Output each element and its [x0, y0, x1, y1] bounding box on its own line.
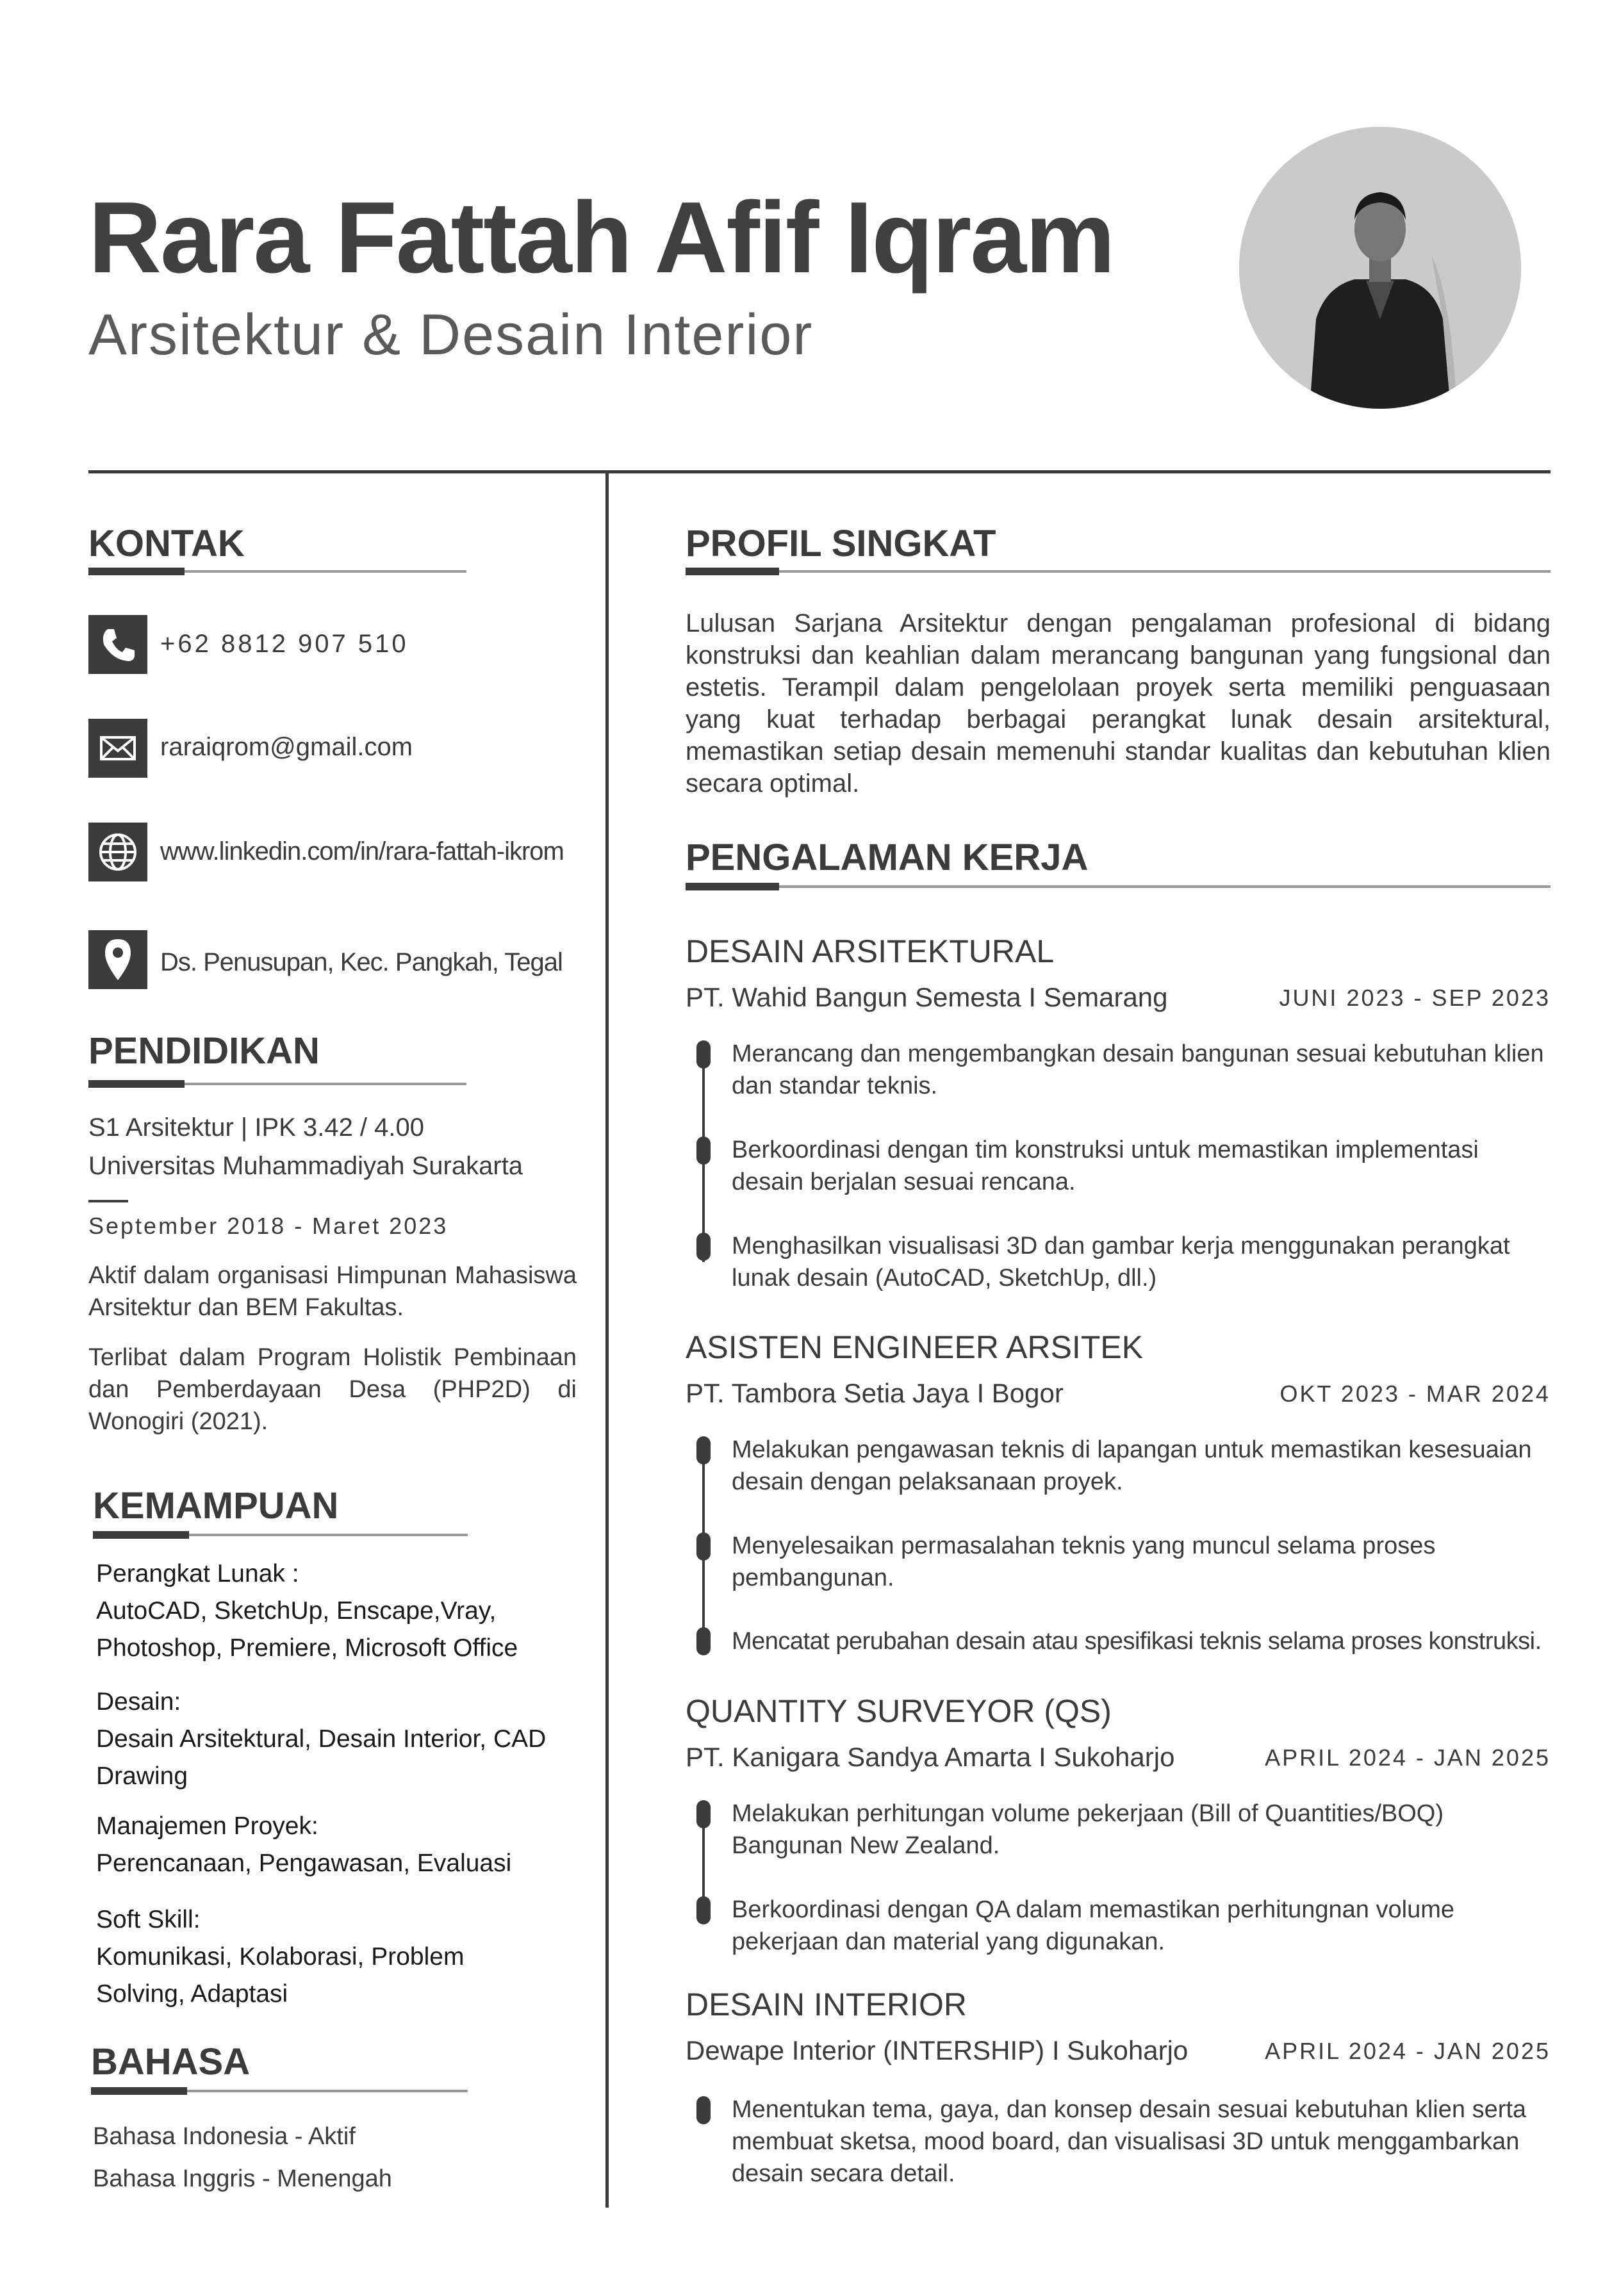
contact-phone[interactable]: +62 8812 907 510 — [160, 630, 409, 658]
timeline-dot — [696, 1627, 711, 1655]
section-underline — [686, 885, 1551, 888]
job-bullet: Menyelesaikan permasalahan teknis yang muncul selama proses pembangunan. — [732, 1532, 1436, 1591]
contact-address: Ds. Penusupan, Kec. Pangkah, Tegal — [160, 948, 563, 976]
job-title: ASISTEN ENGINEER ARSITEK — [686, 1329, 1144, 1365]
education-school: Universitas Muhammadiyah Surakarta — [88, 1152, 523, 1180]
job-bullet: Mencatat perubahan desain atau spesifikasi teknis selama proses konstruksi. — [732, 1628, 1542, 1655]
skill-value: Desain Arsitektural, Desain Interior, CAD Drawing — [96, 1725, 547, 1790]
skill-item — [96, 1901, 557, 2013]
job-company: PT. Tambora Setia Jaya I Bogor — [686, 1378, 1064, 1408]
timeline-dot — [696, 1800, 711, 1828]
section-underline — [686, 570, 1551, 573]
skill-item — [96, 1684, 557, 1795]
timeline-dot — [696, 2096, 711, 2124]
job-company: PT. Wahid Bangun Semesta I Semarang — [686, 982, 1168, 1012]
education-degree: S1 Arsitektur | IPK 3.42 / 4.00 — [88, 1113, 425, 1142]
candidate-role: Arsitektur & Desain Interior — [88, 303, 814, 367]
languages-section-title: BAHASA — [91, 2041, 251, 2083]
job-bullet: Melakukan pengawasan teknis di lapangan untuk memastikan kesesuaian desain dengan pelaksanaan proyek. — [732, 1436, 1532, 1495]
job-bullet: Merancang dan mengembangkan desain bangunan sesuai kebutuhan klien dan standar teknis. — [732, 1040, 1544, 1099]
job-title: DESAIN ARSITEKTURAL — [686, 933, 1055, 969]
experience-section-title: PENGALAMAN KERJA — [686, 837, 1089, 878]
education-dash — [88, 1200, 128, 1202]
skill-label: Desain: — [96, 1688, 181, 1716]
skill-label: Soft Skill: — [96, 1906, 201, 1933]
profile-photo — [1239, 127, 1521, 409]
section-accent — [88, 1080, 185, 1088]
job-bullet: Melakukan perhitungan volume pekerjaan (Bill of Quantities/BOQ) Bangunan New Zealand. — [732, 1800, 1444, 1859]
job-date: APRIL 2024 - JAN 2025 — [1265, 2038, 1551, 2064]
column-divider — [605, 472, 609, 2208]
job-company: PT. Kanigara Sandya Amarta I Sukoharjo — [686, 1742, 1175, 1772]
location-pin-icon — [88, 930, 147, 989]
skill-value: AutoCAD, SketchUp, Enscape,Vray, Photoshop, Premiere, Microsoft Office — [96, 1597, 518, 1662]
skills-section-title: KEMAMPUAN — [93, 1485, 339, 1527]
phone-icon — [88, 615, 147, 674]
job-bullet: Menentukan tema, gaya, dan konsep desain sesuai kebutuhan klien serta membuat sketsa, mood board, dan visualisasi 3D untuk menggambarkan desain secara detail. — [732, 2096, 1527, 2187]
section-accent — [686, 883, 779, 890]
job-date: OKT 2023 - MAR 2024 — [1280, 1381, 1551, 1407]
job-bullet: Berkoordinasi dengan tim konstruksi untuk memastikan implementasi desain berjalan sesuai rencana. — [732, 1136, 1479, 1195]
timeline-dot — [696, 1436, 711, 1464]
skill-value: Perencanaan, Pengawasan, Evaluasi — [96, 1849, 512, 1877]
job-title: DESAIN INTERIOR — [686, 1987, 967, 2022]
contact-section-title: KONTAK — [88, 523, 245, 564]
timeline-dot — [696, 1532, 711, 1561]
section-accent — [93, 1531, 189, 1539]
contact-email[interactable]: raraiqrom@gmail.com — [160, 733, 413, 761]
education-activity-1: Aktif dalam organisasi Himpunan Mahasiswa Arsitektur dan BEM Fakultas. — [88, 1262, 577, 1321]
timeline-dot — [696, 1233, 711, 1261]
section-accent — [88, 568, 185, 575]
timeline-dot — [696, 1896, 711, 1924]
language-item: Bahasa Indonesia - Aktif — [93, 2123, 356, 2150]
skill-item — [96, 1555, 557, 1667]
profile-section-title: PROFIL SINGKAT — [686, 523, 996, 564]
contact-linkedin[interactable]: www.linkedin.com/in/rara-fattah-ikrom — [160, 837, 564, 865]
profile-summary: Lulusan Sarjana Arsitektur dengan pengalaman profesional di bidang konstruksi dan keahlian dalam merancang bangunan yang fungsional dan estetis. Terampil dalam pengelolaan proyek serta memiliki penguasaan yang kuat terhadap berbagai perangkat lunak desain arsitektural, memastikan setiap desain memenuhi standar kualitas dan kebutuhan klien secara optimal. — [686, 609, 1551, 798]
skill-value: Komunikasi, Kolaborasi, Problem Solving, Adaptasi — [96, 1943, 465, 2008]
job-bullet: Berkoordinasi dengan QA dalam memastikan perhitungnan volume pekerjaan dan material yang digunakan. — [732, 1896, 1454, 1955]
skill-label: Perangkat Lunak : — [96, 1560, 299, 1587]
section-accent — [91, 2087, 187, 2095]
job-company: Dewape Interior (INTERSHIP) I Sukoharjo — [686, 2035, 1189, 2065]
skill-label: Manajemen Proyek: — [96, 1812, 318, 1840]
education-section-title: PENDIDIKAN — [88, 1030, 320, 1072]
timeline-dot — [696, 1040, 711, 1069]
job-bullet: Menghasilkan visualisasi 3D dan gambar kerja menggunakan perangkat lunak desain (AutoCAD, SketchUp, dll.) — [732, 1233, 1510, 1292]
header-divider — [88, 470, 1551, 473]
job-date: JUNI 2023 - SEP 2023 — [1279, 985, 1551, 1011]
timeline-dot — [696, 1136, 711, 1165]
language-item: Bahasa Inggris - Menengah — [93, 2165, 392, 2192]
skill-item — [96, 1808, 557, 1882]
email-icon — [88, 719, 147, 778]
globe-icon — [88, 823, 147, 882]
education-period: September 2018 - Maret 2023 — [88, 1213, 448, 1239]
job-title: QUANTITY SURVEYOR (QS) — [686, 1693, 1112, 1729]
education-activity-2: Terlibat dalam Program Holistik Pembinaan dan Pemberdayaan Desa (PHP2D) di Wonogiri (2021). — [88, 1344, 577, 1435]
job-date: APRIL 2024 - JAN 2025 — [1265, 1744, 1551, 1771]
candidate-name: Rara Fattah Afif Iqram — [88, 181, 1114, 294]
section-accent — [686, 568, 779, 575]
